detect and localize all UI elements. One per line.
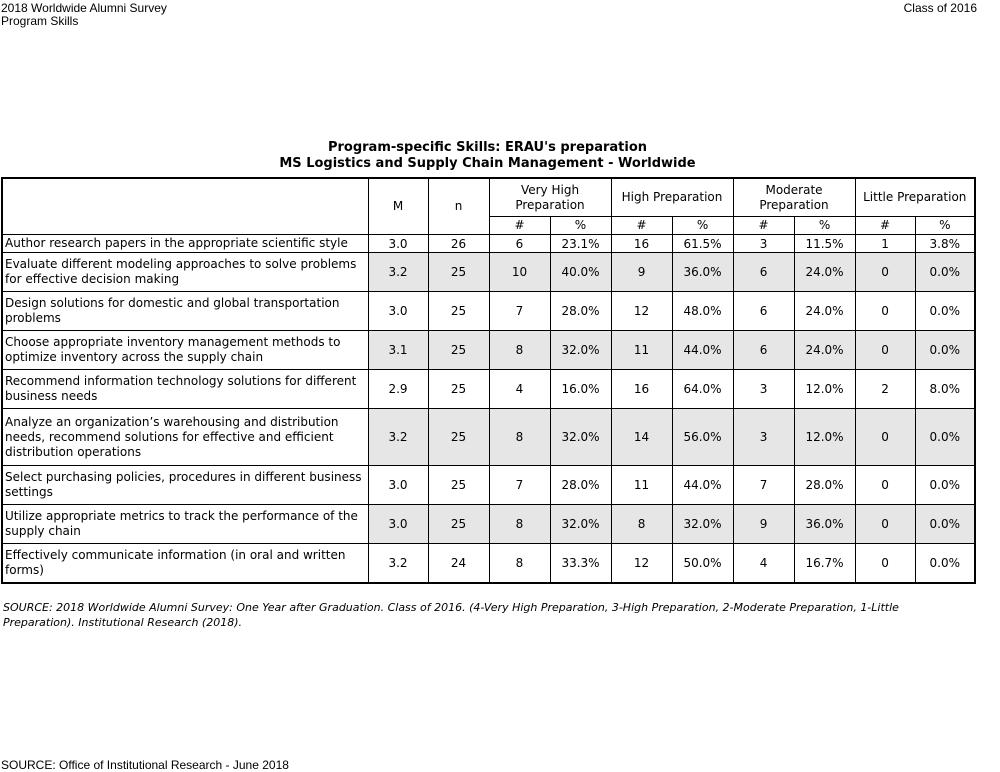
table-title xyxy=(0,140,975,172)
high-count-cell: 11 xyxy=(611,466,672,505)
n-cell: 26 xyxy=(428,235,489,253)
very-high-count-cell: 4 xyxy=(489,370,550,409)
skill-cell: Utilize appropriate metrics to track the performance of the supply chain xyxy=(2,505,368,544)
high-percent-cell: 64.0% xyxy=(672,370,733,409)
mean-cell: 3.0 xyxy=(368,466,428,505)
skill-cell: Evaluate different modeling approaches to solve problems for effective decision making xyxy=(2,253,368,292)
skill-cell: Design solutions for domestic and global transportation problems xyxy=(2,292,368,331)
little-percent-cell: 3.8% xyxy=(915,235,975,253)
table-row xyxy=(2,292,975,331)
high-percent-cell: 32.0% xyxy=(672,505,733,544)
little-count-cell: 0 xyxy=(855,466,915,505)
high-count-cell: 14 xyxy=(611,409,672,466)
skill-column-header xyxy=(2,178,368,235)
very-high-count-cell: 8 xyxy=(489,409,550,466)
little-percent-cell: 0.0% xyxy=(915,466,975,505)
percent-subheader: % xyxy=(915,217,975,235)
table-row xyxy=(2,253,975,292)
high-count-cell: 16 xyxy=(611,370,672,409)
table-row xyxy=(2,505,975,544)
little-count-cell: 0 xyxy=(855,292,915,331)
source-note: SOURCE: 2018 Worldwide Alumni Survey: One Year after Graduation. Class of 2016. (4-Very High Preparation, 3-High Preparation, 2-Moderate Preparation, 1-Little Preparation). Institutional Research (2018). xyxy=(3,601,899,629)
n-column-header: n xyxy=(428,178,489,235)
moderate-percent-cell: 24.0% xyxy=(794,292,855,331)
skill-cell: Author research papers in the appropriate scientific style xyxy=(2,235,368,253)
table-row xyxy=(2,466,975,505)
table-title-line2: MS Logistics and Supply Chain Management - Worldwide xyxy=(279,156,696,171)
high-count-cell: 16 xyxy=(611,235,672,253)
mean-cell: 3.1 xyxy=(368,331,428,370)
high-percent-cell: 36.0% xyxy=(672,253,733,292)
very-high-count-cell: 8 xyxy=(489,544,550,583)
high-percent-cell: 50.0% xyxy=(672,544,733,583)
little-count-cell: 1 xyxy=(855,235,915,253)
n-cell: 25 xyxy=(428,409,489,466)
very-high-count-cell: 6 xyxy=(489,235,550,253)
mean-cell: 3.0 xyxy=(368,505,428,544)
group-header-very-high: Very High Preparation xyxy=(489,178,611,217)
very-high-percent-cell: 28.0% xyxy=(550,292,611,331)
table-row xyxy=(2,544,975,583)
moderate-percent-cell: 24.0% xyxy=(794,253,855,292)
very-high-percent-cell: 23.1% xyxy=(550,235,611,253)
mean-cell: 3.2 xyxy=(368,253,428,292)
little-percent-cell: 0.0% xyxy=(915,544,975,583)
very-high-count-cell: 7 xyxy=(489,292,550,331)
percent-subheader: % xyxy=(794,217,855,235)
table-row xyxy=(2,331,975,370)
moderate-count-cell: 3 xyxy=(733,409,794,466)
moderate-count-cell: 6 xyxy=(733,292,794,331)
high-count-cell: 8 xyxy=(611,505,672,544)
mean-cell: 3.0 xyxy=(368,292,428,331)
little-percent-cell: 0.0% xyxy=(915,331,975,370)
table-row xyxy=(2,235,975,253)
moderate-percent-cell: 16.7% xyxy=(794,544,855,583)
skills-table xyxy=(1,177,976,584)
survey-name: 2018 Worldwide Alumni Survey xyxy=(1,1,167,15)
little-count-cell: 0 xyxy=(855,331,915,370)
little-count-cell: 2 xyxy=(855,370,915,409)
mean-cell: 3.2 xyxy=(368,544,428,583)
page-footer: SOURCE: Office of Institutional Research - June 2018 xyxy=(1,758,289,772)
very-high-percent-cell: 32.0% xyxy=(550,409,611,466)
high-count-cell: 12 xyxy=(611,544,672,583)
moderate-percent-cell: 36.0% xyxy=(794,505,855,544)
moderate-count-cell: 6 xyxy=(733,253,794,292)
very-high-percent-cell: 28.0% xyxy=(550,466,611,505)
little-percent-cell: 0.0% xyxy=(915,292,975,331)
count-subheader: # xyxy=(611,217,672,235)
very-high-percent-cell: 33.3% xyxy=(550,544,611,583)
skill-cell: Select purchasing policies, procedures in different business settings xyxy=(2,466,368,505)
n-cell: 25 xyxy=(428,331,489,370)
moderate-count-cell: 3 xyxy=(733,370,794,409)
mean-column-header: M xyxy=(368,178,428,235)
little-count-cell: 0 xyxy=(855,505,915,544)
count-subheader: # xyxy=(489,217,550,235)
little-percent-cell: 0.0% xyxy=(915,409,975,466)
very-high-percent-cell: 32.0% xyxy=(550,505,611,544)
table-row xyxy=(2,409,975,466)
moderate-count-cell: 9 xyxy=(733,505,794,544)
little-count-cell: 0 xyxy=(855,253,915,292)
high-percent-cell: 56.0% xyxy=(672,409,733,466)
n-cell: 25 xyxy=(428,370,489,409)
header-row-groups xyxy=(2,178,975,217)
little-count-cell: 0 xyxy=(855,409,915,466)
very-high-percent-cell: 40.0% xyxy=(550,253,611,292)
skill-cell: Recommend information technology solutions for different business needs xyxy=(2,370,368,409)
high-count-cell: 9 xyxy=(611,253,672,292)
mean-cell: 3.2 xyxy=(368,409,428,466)
count-subheader: # xyxy=(855,217,915,235)
report-header-left xyxy=(1,2,167,28)
n-cell: 25 xyxy=(428,253,489,292)
count-subheader: # xyxy=(733,217,794,235)
mean-cell: 2.9 xyxy=(368,370,428,409)
very-high-count-cell: 8 xyxy=(489,505,550,544)
table-title-line1: Program-specific Skills: ERAU's preparation xyxy=(327,140,648,155)
high-percent-cell: 48.0% xyxy=(672,292,733,331)
little-count-cell: 0 xyxy=(855,544,915,583)
high-percent-cell: 44.0% xyxy=(672,466,733,505)
table-row xyxy=(2,370,975,409)
mean-cell: 3.0 xyxy=(368,235,428,253)
moderate-percent-cell: 12.0% xyxy=(794,409,855,466)
skill-cell: Choose appropriate inventory management methods to optimize inventory across the supply chain xyxy=(2,331,368,370)
percent-subheader: % xyxy=(672,217,733,235)
moderate-percent-cell: 28.0% xyxy=(794,466,855,505)
very-high-count-cell: 7 xyxy=(489,466,550,505)
n-cell: 25 xyxy=(428,466,489,505)
class-year: Class of 2016 xyxy=(903,1,977,15)
high-percent-cell: 61.5% xyxy=(672,235,733,253)
table-body xyxy=(2,235,975,583)
n-cell: 25 xyxy=(428,292,489,331)
little-percent-cell: 0.0% xyxy=(915,505,975,544)
moderate-count-cell: 6 xyxy=(733,331,794,370)
little-percent-cell: 8.0% xyxy=(915,370,975,409)
moderate-count-cell: 3 xyxy=(733,235,794,253)
moderate-percent-cell: 24.0% xyxy=(794,331,855,370)
n-cell: 25 xyxy=(428,505,489,544)
little-percent-cell: 0.0% xyxy=(915,253,975,292)
high-count-cell: 12 xyxy=(611,292,672,331)
moderate-count-cell: 7 xyxy=(733,466,794,505)
very-high-count-cell: 10 xyxy=(489,253,550,292)
very-high-percent-cell: 32.0% xyxy=(550,331,611,370)
group-header-little: Little Preparation xyxy=(855,178,975,217)
skill-cell: Analyze an organization’s warehousing and distribution needs, recommend solutions for effective and efficient distribution operations xyxy=(2,409,368,466)
high-percent-cell: 44.0% xyxy=(672,331,733,370)
high-count-cell: 11 xyxy=(611,331,672,370)
skill-cell: Effectively communicate information (in oral and written forms) xyxy=(2,544,368,583)
moderate-percent-cell: 11.5% xyxy=(794,235,855,253)
moderate-count-cell: 4 xyxy=(733,544,794,583)
very-high-percent-cell: 16.0% xyxy=(550,370,611,409)
n-cell: 24 xyxy=(428,544,489,583)
group-header-moderate: Moderate Preparation xyxy=(733,178,855,217)
group-header-high: High Preparation xyxy=(611,178,733,217)
moderate-percent-cell: 12.0% xyxy=(794,370,855,409)
percent-subheader: % xyxy=(550,217,611,235)
section-name: Program Skills xyxy=(1,14,79,28)
very-high-count-cell: 8 xyxy=(489,331,550,370)
